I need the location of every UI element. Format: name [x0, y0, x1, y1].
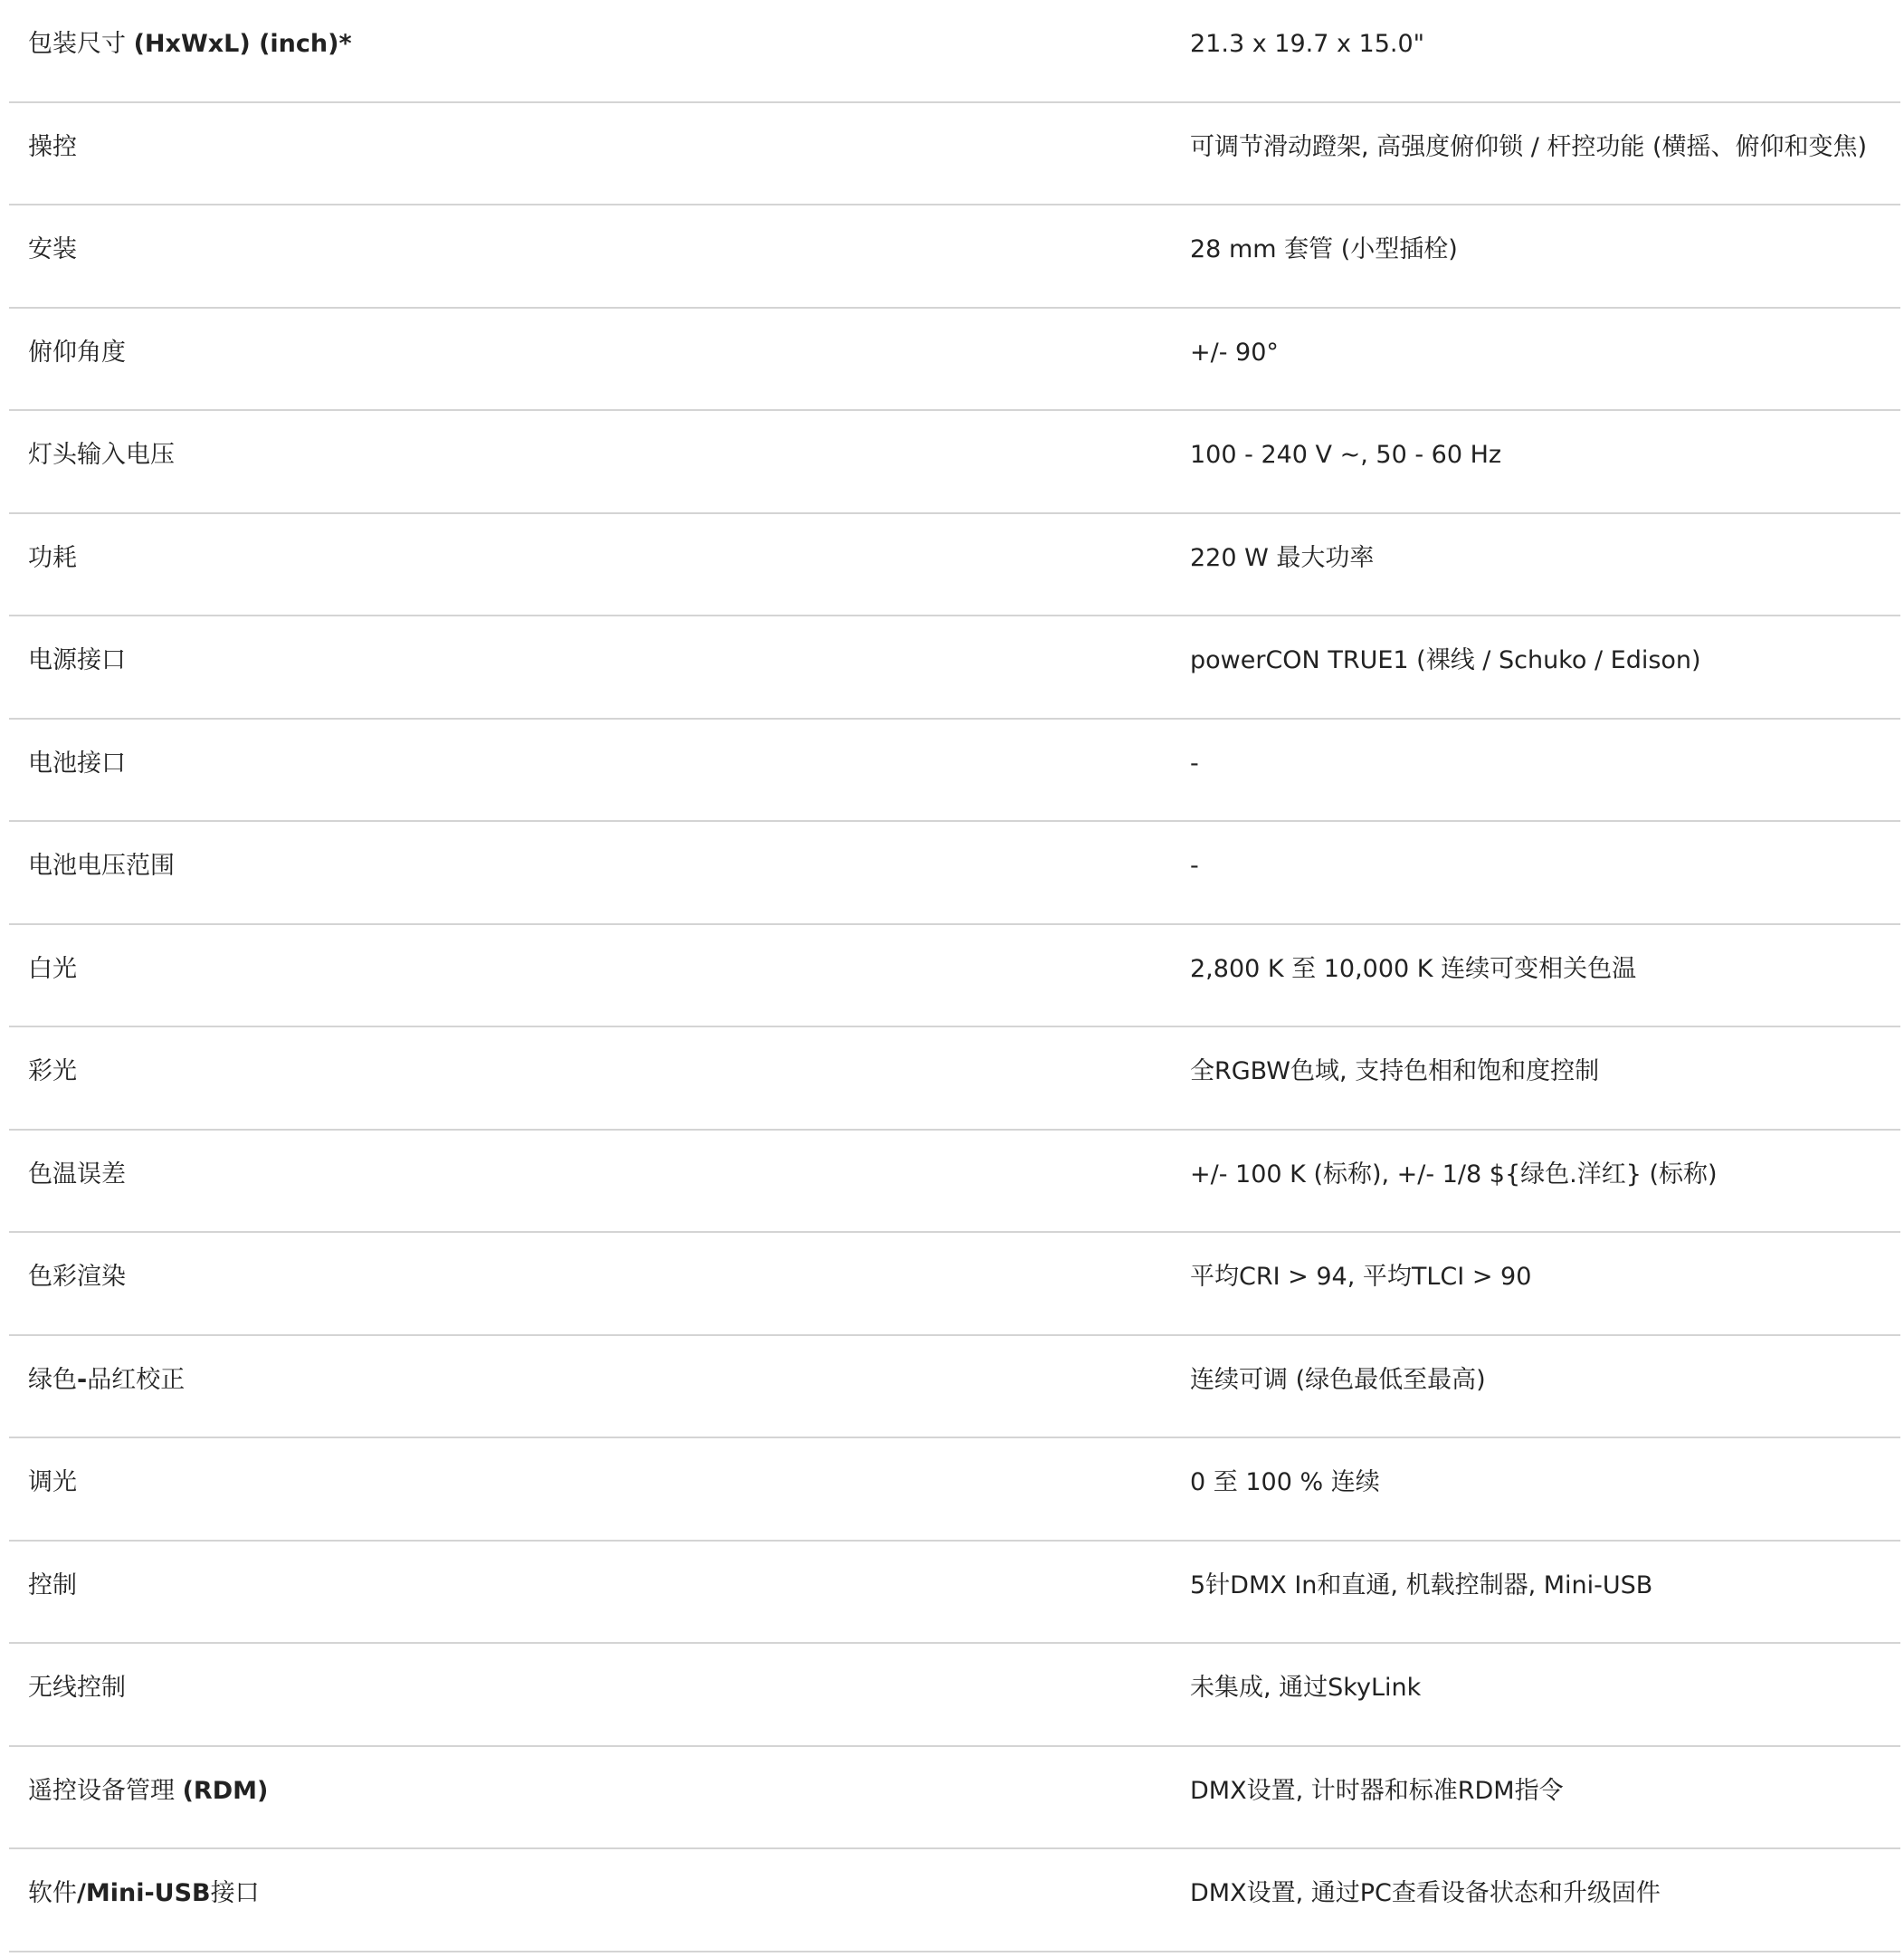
spec-label-text: 电池电压范围 — [28, 852, 175, 881]
spec-label-text: 遥控设备管理 — [28, 1776, 175, 1805]
spec-label — [28, 1542, 77, 1643]
spec-value: 连续可调 (绿色最低至最高) — [1190, 1365, 1486, 1394]
spec-label-bold-text: (HxWxL) (inch)* — [133, 30, 352, 59]
spec-row — [9, 1849, 1900, 1952]
spec-row — [9, 616, 1900, 720]
spec-label — [28, 1027, 77, 1129]
spec-label — [28, 0, 352, 101]
spec-label-text: 彩光 — [28, 1057, 77, 1086]
spec-label — [28, 309, 126, 410]
spec-label — [28, 205, 77, 307]
spec-value: DMX设置, 计时器和标准RDM指令 — [1190, 1776, 1564, 1805]
spec-value: 21.3 x 19.7 x 15.0" — [1190, 30, 1425, 59]
spec-label-text: 包装尺寸 — [28, 30, 126, 59]
spec-label — [28, 514, 77, 616]
spec-label — [28, 720, 126, 821]
spec-row — [9, 514, 1900, 617]
spec-label-bold-text: /Mini-USB — [77, 1879, 211, 1908]
spec-label-text: 色温误差 — [28, 1160, 126, 1189]
spec-table — [9, 0, 1900, 1952]
spec-row — [9, 1644, 1900, 1747]
spec-label — [28, 822, 175, 923]
spec-value: - — [1190, 852, 1199, 881]
spec-row — [9, 720, 1900, 823]
spec-label — [28, 1131, 126, 1232]
spec-row — [9, 822, 1900, 925]
spec-value: 5针DMX In和直通, 机载控制器, Mini-USB — [1190, 1570, 1653, 1599]
spec-label-text: 白光 — [28, 954, 77, 983]
spec-value: 28 mm 套管 (小型插栓) — [1190, 235, 1458, 264]
spec-value: - — [1190, 749, 1199, 778]
spec-value: +/- 100 K (标称), +/- 1/8 ${绿色.洋红} (标称) — [1190, 1160, 1718, 1189]
spec-label-text: 控制 — [28, 1570, 77, 1599]
spec-label — [28, 103, 77, 205]
spec-row — [9, 925, 1900, 1028]
spec-label — [28, 1849, 260, 1951]
spec-label-suffix: 接口 — [210, 1879, 260, 1908]
spec-label — [28, 411, 175, 512]
spec-label-text: 色彩渲染 — [28, 1263, 126, 1292]
spec-row — [9, 1336, 1900, 1439]
spec-label-text: 电源接口 — [28, 646, 126, 675]
spec-label-text: 操控 — [28, 132, 77, 161]
spec-label-text: 调光 — [28, 1468, 77, 1497]
spec-value: 全RGBW色域, 支持色相和饱和度控制 — [1190, 1057, 1600, 1086]
spec-label — [28, 1438, 77, 1540]
spec-row — [9, 103, 1900, 206]
spec-label-text: 俯仰角度 — [28, 338, 126, 367]
spec-row — [9, 1438, 1900, 1542]
spec-label-suffix: 品红校正 — [87, 1365, 186, 1394]
spec-value: 可调节滑动蹬架, 高强度俯仰锁 / 杆控功能 (横摇、俯仰和变焦) — [1190, 132, 1868, 161]
spec-label-text: 无线控制 — [28, 1674, 126, 1703]
spec-value: 220 W 最大功率 — [1190, 543, 1375, 572]
spec-label-bold-text: - — [77, 1365, 88, 1394]
spec-label — [28, 616, 126, 718]
spec-label-text: 功耗 — [28, 543, 77, 572]
spec-row — [9, 1747, 1900, 1850]
spec-value: 平均CRI > 94, 平均TLCI > 90 — [1190, 1263, 1532, 1292]
spec-value: 0 至 100 % 连续 — [1190, 1468, 1380, 1497]
spec-label-text: 绿色 — [28, 1365, 77, 1394]
spec-row — [9, 0, 1900, 103]
spec-value: powerCON TRUE1 (裸线 / Schuko / Edison) — [1190, 646, 1701, 675]
spec-row — [9, 1131, 1900, 1234]
spec-value: +/- 90° — [1190, 338, 1279, 367]
spec-label-text: 安装 — [28, 235, 77, 264]
spec-row — [9, 205, 1900, 309]
spec-row — [9, 1027, 1900, 1131]
spec-label-bold-text: (RDM) — [182, 1776, 269, 1805]
spec-label — [28, 1747, 268, 1848]
spec-value: 未集成, 通过SkyLink — [1190, 1674, 1422, 1703]
spec-row — [9, 411, 1900, 514]
spec-row — [9, 1542, 1900, 1645]
spec-value: 100 - 240 V ~, 50 - 60 Hz — [1190, 441, 1502, 470]
spec-label — [28, 1233, 126, 1334]
spec-label — [28, 1644, 126, 1745]
spec-label-text: 电池接口 — [28, 749, 126, 778]
spec-label — [28, 1336, 185, 1437]
spec-value: 2,800 K 至 10,000 K 连续可变相关色温 — [1190, 954, 1637, 983]
spec-label — [28, 925, 77, 1026]
spec-label-text: 软件 — [28, 1879, 77, 1908]
spec-label-text: 灯头输入电压 — [28, 441, 175, 470]
spec-row — [9, 309, 1900, 412]
spec-value: DMX设置, 通过PC查看设备状态和升级固件 — [1190, 1879, 1661, 1908]
spec-row — [9, 1233, 1900, 1336]
